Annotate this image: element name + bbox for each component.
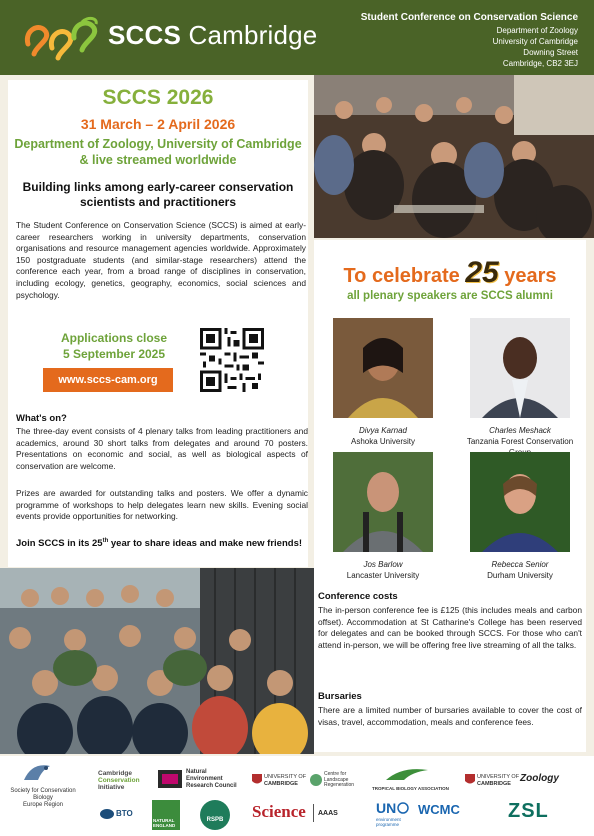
speaker-card xyxy=(328,318,438,447)
unep-subtitle: environment programme xyxy=(376,817,401,827)
prizes-paragraph: Prizes are awarded for outstanding talks and posters. We offer a dynamic programme of workshops to help delegates learn new skills. Evening social events provide opportunities for networking. xyxy=(16,488,308,522)
cambridge-logo: UNIVERSITY OF CAMBRIDGE xyxy=(264,774,307,787)
clr-logo: Centre for Landscape Regeneration xyxy=(324,771,355,788)
speaker-name: Jos Barlow xyxy=(363,560,403,569)
address-line: University of Cambridge xyxy=(492,37,578,46)
event-dates: 31 March – 2 April 2026 xyxy=(80,116,236,132)
speaker-card xyxy=(328,452,438,581)
header-banner xyxy=(0,0,594,75)
address-line: Department of Zoology xyxy=(496,26,578,35)
speaker-card xyxy=(456,318,584,458)
speaker-card xyxy=(456,452,584,581)
costs-heading: Conference costs xyxy=(318,591,398,602)
speaker-photo xyxy=(333,318,433,418)
whats-on-heading: What's on? xyxy=(16,413,67,424)
tba-logo: TROPICAL BIOLOGY ASSOCIATION xyxy=(372,786,449,791)
bto-logo: BTO xyxy=(116,809,133,818)
left-panel xyxy=(8,80,308,567)
scb-bird-icon xyxy=(20,760,56,786)
cambridge-zoology-logo: UNIVERSITY OF CAMBRIDGE xyxy=(477,774,520,787)
costs-body: The in-person conference fee is £125 (this includes meals and carbon offset). Accommodation at St Catharine's College has been reserved for delegates and can be booked through SCCS. For those who can't attend in-person, we will be offering free live streaming of all the talks. xyxy=(318,605,582,650)
science-divider xyxy=(313,804,314,822)
natural-england-logo: NATURAL ENGLAND xyxy=(152,800,180,830)
event-tagline: Building links among early-career conservation scientists and practitioners xyxy=(22,180,294,209)
bursaries-body: There are a limited number of bursaries available to cover the cost of visas, travel, accommodation, meals and conference fees. xyxy=(318,705,582,727)
alumni-subheading: all plenary speakers are SCCS alumni xyxy=(347,290,553,302)
un-emblem-icon xyxy=(397,802,409,814)
brand-title: SCCS Cambridge xyxy=(108,20,318,50)
speaker-name: Charles Meshack xyxy=(489,426,551,435)
intro-paragraph: The Student Conference on Conservation Science (SCCS) is aimed at early-career researchers working in university departments, conservation organisations and resource management agencies worldwide. Approximately 150 postgraduate students (and similar-stage researchers) attend the conference each year, from a broad range of disciplines in conservation, including ecology, genetics, geography, economics, social sciences and psychology. xyxy=(16,220,306,300)
speaker-affiliation: Durham University xyxy=(487,571,553,580)
speaker-name: Rebecca Senior xyxy=(491,560,549,569)
aaas-logo: AAAS xyxy=(318,810,338,817)
sponsor-footer xyxy=(0,756,594,836)
cambridge-crest-icon xyxy=(252,774,262,786)
join-line: Join SCCS in its 25th year to share ideas and make new friends! xyxy=(16,538,303,550)
sccs-logo-icon xyxy=(22,14,102,64)
group-photo xyxy=(0,568,314,754)
address-line: Cambridge, CB2 3EJ xyxy=(502,59,578,68)
website-link[interactable]: www.sccs-cam.org xyxy=(43,368,173,392)
cci-logo: Cambridge Conservation Initiative xyxy=(98,770,140,791)
speaker-photo xyxy=(333,452,433,552)
whats-on-body: The three-day event consists of 4 plenary talks from leading practitioners and academics, around 30 short talks from delegates and around 70 posters. Presentations on economic and social, as well as biological aspects of conservation are welcome. xyxy=(16,426,308,471)
unep-logo: UN xyxy=(376,800,397,816)
speaker-photo xyxy=(470,318,570,418)
ukri-mark-icon xyxy=(158,770,182,788)
nerc-logo: Natural Environment Research Council xyxy=(186,769,237,789)
scb-logo: Society for Conservation Biology Europe Region xyxy=(10,788,76,808)
address-title: Student Conference on Conservation Science xyxy=(360,12,578,23)
conference-audience-photo xyxy=(314,75,594,238)
zoology-logo: Zoology xyxy=(520,773,559,784)
speaker-name: Divya Karnad xyxy=(358,426,408,435)
rspb-logo: RSPB xyxy=(200,800,230,830)
applications-deadline: Applications close 5 September 2025 xyxy=(60,331,168,361)
bursaries-heading: Bursaries xyxy=(318,691,362,702)
speaker-photo xyxy=(470,452,570,552)
qr-code-icon[interactable] xyxy=(200,328,264,392)
tba-bird-icon xyxy=(382,766,432,784)
zsl-logo: ZSL xyxy=(508,800,549,822)
speaker-affiliation: Ashoka University xyxy=(350,437,416,446)
address-block xyxy=(361,12,578,69)
wcmc-logo: WCMC xyxy=(418,802,460,817)
clr-mark-icon xyxy=(310,774,322,786)
speaker-affiliation: Lancaster University xyxy=(346,571,420,580)
event-title: SCCS 2026 xyxy=(102,86,214,109)
speaker-affiliation: Tanzania Forest Conservation xyxy=(466,437,574,446)
event-venue: Department of Zoology, University of Cambridge & live streamed worldwide xyxy=(14,137,302,167)
science-logo: Science xyxy=(252,802,306,821)
celebrate-heading: To celebrate 25 years xyxy=(343,256,557,289)
cambridge-crest-icon xyxy=(465,774,475,786)
bto-bird-icon xyxy=(100,808,114,820)
address-line: Downing Street xyxy=(523,48,578,57)
right-panel xyxy=(314,240,586,752)
